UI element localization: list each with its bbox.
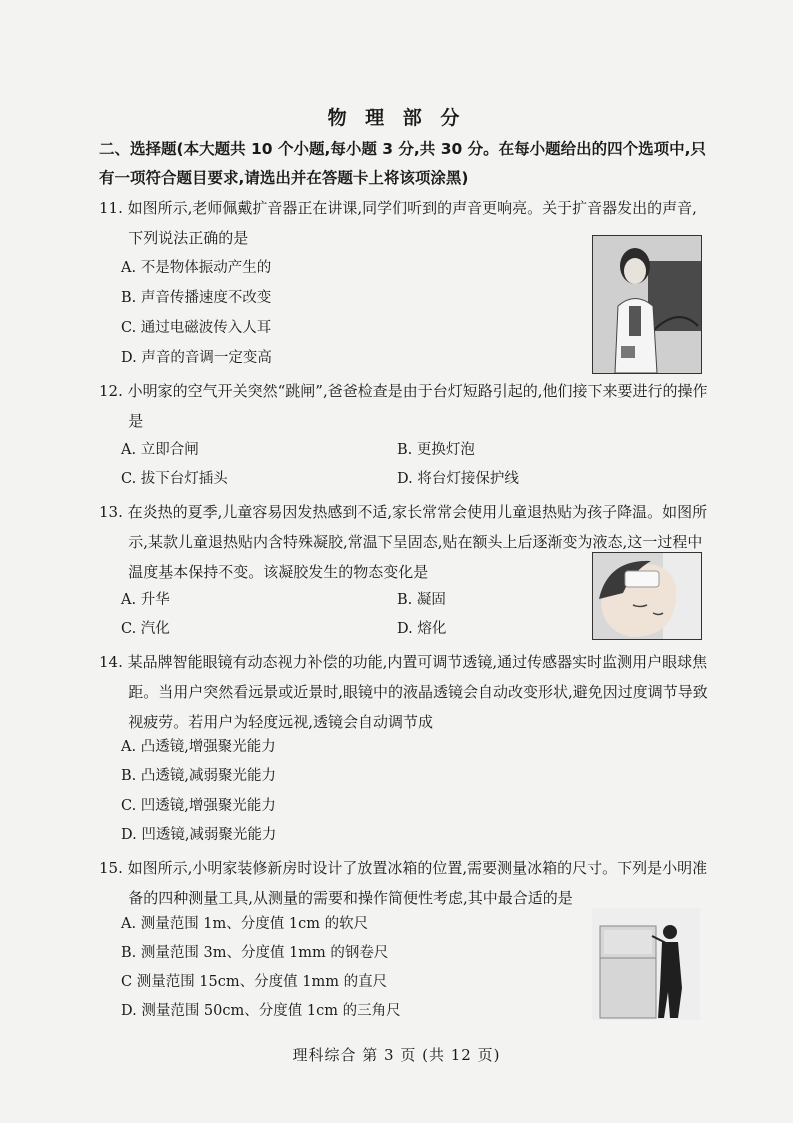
option-a: A. 不是物体振动产生的 bbox=[121, 260, 272, 276]
section-instructions: 二、选择题(本大题共 10 个小题,每小题 3 分,共 30 分。在每小题给出的四个选项中,只有一项符合题目要求,请选出并在答题卡上将该项涂黑) bbox=[99, 140, 707, 187]
option-d: D. 测量范围 50cm、分度值 1cm 的三角尺 bbox=[121, 1003, 401, 1019]
option-b: B. 凸透镜,减弱聚光能力 bbox=[121, 768, 276, 784]
option-b: B. 测量范围 3m、分度值 1mm 的钢卷尺 bbox=[121, 945, 389, 961]
refrigerator-measure-figure bbox=[592, 908, 700, 1020]
option-d: D. 熔化 bbox=[397, 621, 447, 637]
option-d: D. 凹透镜,减弱聚光能力 bbox=[121, 827, 277, 843]
option-a: A. 立即合闸 bbox=[121, 442, 199, 458]
option-d: D. 将台灯接保护线 bbox=[397, 471, 519, 487]
teacher-microphone-figure bbox=[592, 235, 702, 374]
page-footer: 理科综合 第 3 页 (共 12 页) bbox=[292, 1046, 501, 1064]
question-stem: 12. 小明家的空气开关突然“跳闸”,爸爸检查是由于台灯短路引起的,他们接下来要进行的操作是 bbox=[99, 382, 708, 430]
question-14 bbox=[99, 647, 714, 737]
question-stem: 13. 在炎热的夏季,儿童容易因发热感到不适,家长常常会使用儿童退热贴为孩子降温。如图所示,某款儿童退热贴内含特殊凝胶,常温下呈固态,贴在额头上后逐渐变为液态,这一过程中温度基本保持不变。该凝胶发生的物态变化是 bbox=[99, 503, 708, 581]
question-stem: 15. 如图所示,小明家装修新房时设计了放置冰箱的位置,需要测量冰箱的尺寸。下列是小明准备的四种测量工具,从测量的需要和操作简便性考虑,其中最合适的是 bbox=[99, 859, 708, 907]
option-c: C. 通过电磁波传入人耳 bbox=[121, 320, 272, 336]
option-a: A. 升华 bbox=[121, 592, 170, 608]
question-stem: 11. 如图所示,老师佩戴扩音器正在讲课,同学们听到的声音更响亮。关于扩音器发出的声音,下列说法正确的是 bbox=[99, 199, 697, 247]
option-c: C. 拔下台灯插头 bbox=[121, 471, 228, 487]
option-b: B. 凝固 bbox=[397, 592, 446, 608]
option-c: C. 汽化 bbox=[121, 621, 170, 637]
option-d: D. 声音的音调一定变高 bbox=[121, 350, 272, 366]
question-15 bbox=[99, 853, 714, 913]
option-a: A. 凸透镜,增强聚光能力 bbox=[121, 739, 276, 755]
question-stem: 14. 某品牌智能眼镜有动态视力补偿的功能,内置可调节透镜,通过传感器实时监测用户眼球焦距。当用户突然看远景或近景时,眼镜中的液晶透镜会自动改变形状,避免因过度调节导致视疲劳。若用户为轻度远视,透镜会自动调节成 bbox=[99, 653, 708, 731]
option-b: B. 声音传播速度不改变 bbox=[121, 290, 272, 306]
option-a: A. 测量范围 1m、分度值 1cm 的软尺 bbox=[121, 916, 369, 932]
option-c: C 测量范围 15cm、分度值 1mm 的直尺 bbox=[121, 974, 388, 990]
question-12 bbox=[99, 376, 714, 436]
page-title: 物 理 部 分 bbox=[327, 107, 466, 129]
option-b: B. 更换灯泡 bbox=[397, 442, 475, 458]
child-fever-patch-figure bbox=[592, 552, 702, 640]
option-c: C. 凹透镜,增强聚光能力 bbox=[121, 798, 276, 814]
